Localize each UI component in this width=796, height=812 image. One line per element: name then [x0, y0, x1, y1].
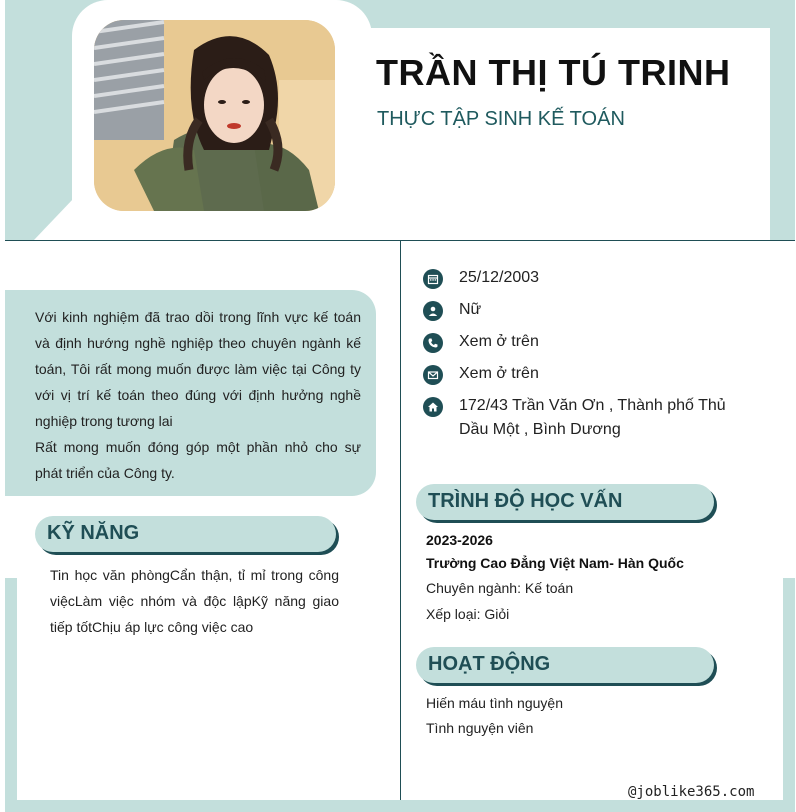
- home-icon: [423, 397, 443, 417]
- birthday-value: 25/12/2003: [459, 269, 540, 286]
- activity-item: Tình nguyện viên: [426, 720, 534, 736]
- profile-photo-illustration: [94, 20, 335, 211]
- contact-birthday: [423, 266, 773, 290]
- address-value: 172/43 Trần Văn Ơn , Thành phố Thủ Dầu Một , Bình Dương: [459, 397, 726, 438]
- activity-item: Hiến máu tình nguyện: [426, 695, 563, 711]
- skills-heading-label: KỸ NĂNG: [47, 522, 140, 544]
- email-value: Xem ở trên: [459, 365, 539, 382]
- site-watermark: @joblike365.com: [628, 784, 755, 800]
- contact-email: [423, 362, 773, 386]
- summary-paragraph: Với kinh nghiệm đã trao dồi trong lĩnh vực kế toán và định hướng nghề nghiệp theo chuyên ngành kế toán, Tôi rất mong muốn được làm việc tại Công ty với vị trí kế toán theo đúng với định hưởng nghề nghiệp trong tương lai: [35, 309, 361, 429]
- envelope-icon: [423, 365, 443, 385]
- phone-value: Xem ở trên: [459, 333, 539, 350]
- skills-text: Tin học văn phòngCẩn thận, tỉ mỉ trong công việcLàm việc nhóm và độc lậpKỹ năng giao tiếp tốtChịu áp lực công việc cao: [50, 567, 339, 635]
- activities-heading-label: HOẠT ĐỘNG: [428, 653, 551, 675]
- right-border: [783, 578, 795, 802]
- candidate-name: TRẦN THỊ TÚ TRINH: [376, 52, 731, 93]
- activities-heading: [416, 647, 714, 683]
- calendar-icon: [423, 269, 443, 289]
- education-heading: [416, 484, 714, 520]
- education-school: Trường Cao Đẳng Việt Nam- Hàn Quốc: [426, 555, 684, 571]
- contact-address: [423, 394, 773, 442]
- person-icon: [423, 301, 443, 321]
- education-heading-label: TRÌNH ĐỘ HỌC VẤN: [428, 490, 623, 512]
- profile-photo: [94, 20, 335, 211]
- career-summary: [5, 290, 376, 496]
- education-major: Chuyên ngành: Kế toán: [426, 580, 574, 596]
- photo-frame-corner: [34, 198, 74, 240]
- contact-gender: [423, 298, 773, 322]
- gender-value: Nữ: [459, 301, 482, 318]
- column-divider: [400, 241, 401, 800]
- contact-phone: [423, 330, 773, 354]
- phone-icon: [423, 333, 443, 353]
- education-years: 2023-2026: [426, 532, 493, 548]
- education-grade: Xếp loại: Giỏi: [426, 606, 510, 622]
- job-title: THỰC TẬP SINH KẾ TOÁN: [377, 108, 625, 130]
- skills-heading: [35, 516, 336, 552]
- summary-paragraph: Rất mong muốn đóng góp một phần nhỏ cho sự phát triển của Công ty.: [35, 439, 361, 481]
- bottom-border: [5, 800, 795, 812]
- left-border: [5, 578, 17, 802]
